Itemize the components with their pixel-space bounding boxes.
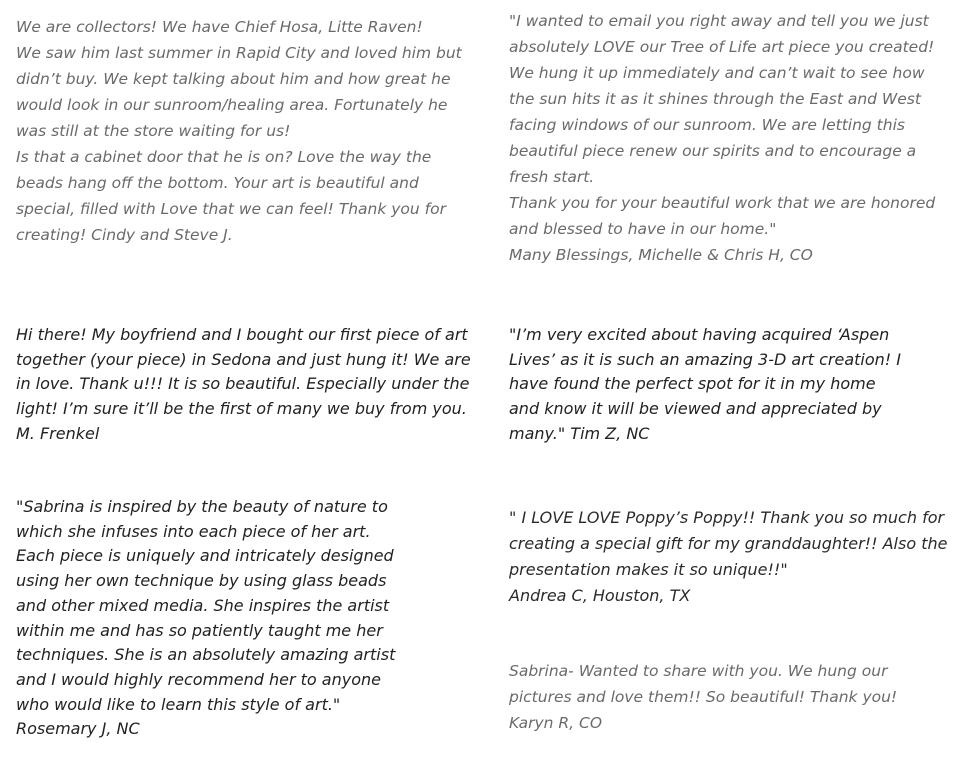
testimonial-m-frenkel: Hi there! My boyfriend and I bought our first piece of art together (your piece) in Sedona and just hung it! We are in love. Thank u!!! It is so beautiful. Especially under the light! I’m sure it’ll be the first of many we buy from you. M. Frenkel — [16, 325, 471, 443]
testimonial-cindy-steve: We are collectors! We have Chief Hosa, Litte Raven! We saw him last summer in Rapid City and loved him but didn’t buy. We kept talking about him and how great he would look in our sunroom/healing area. Fortunately he was still at the store waiting for us! Is that a cabinet door that he is on? Love the way the beads hang off the bottom. Your art is beautiful and special, filled with Love that we can feel! Thank you for creating! Cindy and Steve J. — [16, 18, 462, 244]
testimonial-michelle-chris: "I wanted to email you right away and tell you we just absolutely LOVE our Tree of Life art piece you created! We hung it up immediately and can’t wait to see how the sun hits it as it shines through the East and West facing windows of our sunroom. We are letting this beautiful piece renew our spirits and to encourage a fresh start. Thank you for your beautiful work that we are honored and blessed to have in our home." Many Blessings, Michelle & Chris H, CO — [509, 12, 936, 264]
testimonial-andrea-c: " I LOVE LOVE Poppy’s Poppy!! Thank you so much for creating a special gift for my granddaughter!! Also the presentation makes it so unique!!" Andrea C, Houston, TX — [509, 508, 948, 605]
testimonial-karyn-r: Sabrina- Wanted to share with you. We hung our pictures and love them!! So beautiful! Thank you! Karyn R, CO — [509, 662, 898, 732]
testimonial-rosemary-j: "Sabrina is inspired by the beauty of nature to which she infuses into each piece of her art. Each piece is uniquely and intricately designed using her own technique by using glass beads and other mixed media. She inspires the artist within me and has so patiently taught me her techniques. She is an absolutely amazing artist and I would highly recommend her to anyone who would like to learn this style of art." Rosemary J, NC — [16, 497, 396, 739]
testimonial-tim-z: "I’m very excited about having acquired ‘Aspen Lives’ as it is such an amazing 3-D art creation! I have found the perfect spot for it in my home and know it will be viewed and appreciated by many." Tim Z, NC — [509, 325, 902, 443]
